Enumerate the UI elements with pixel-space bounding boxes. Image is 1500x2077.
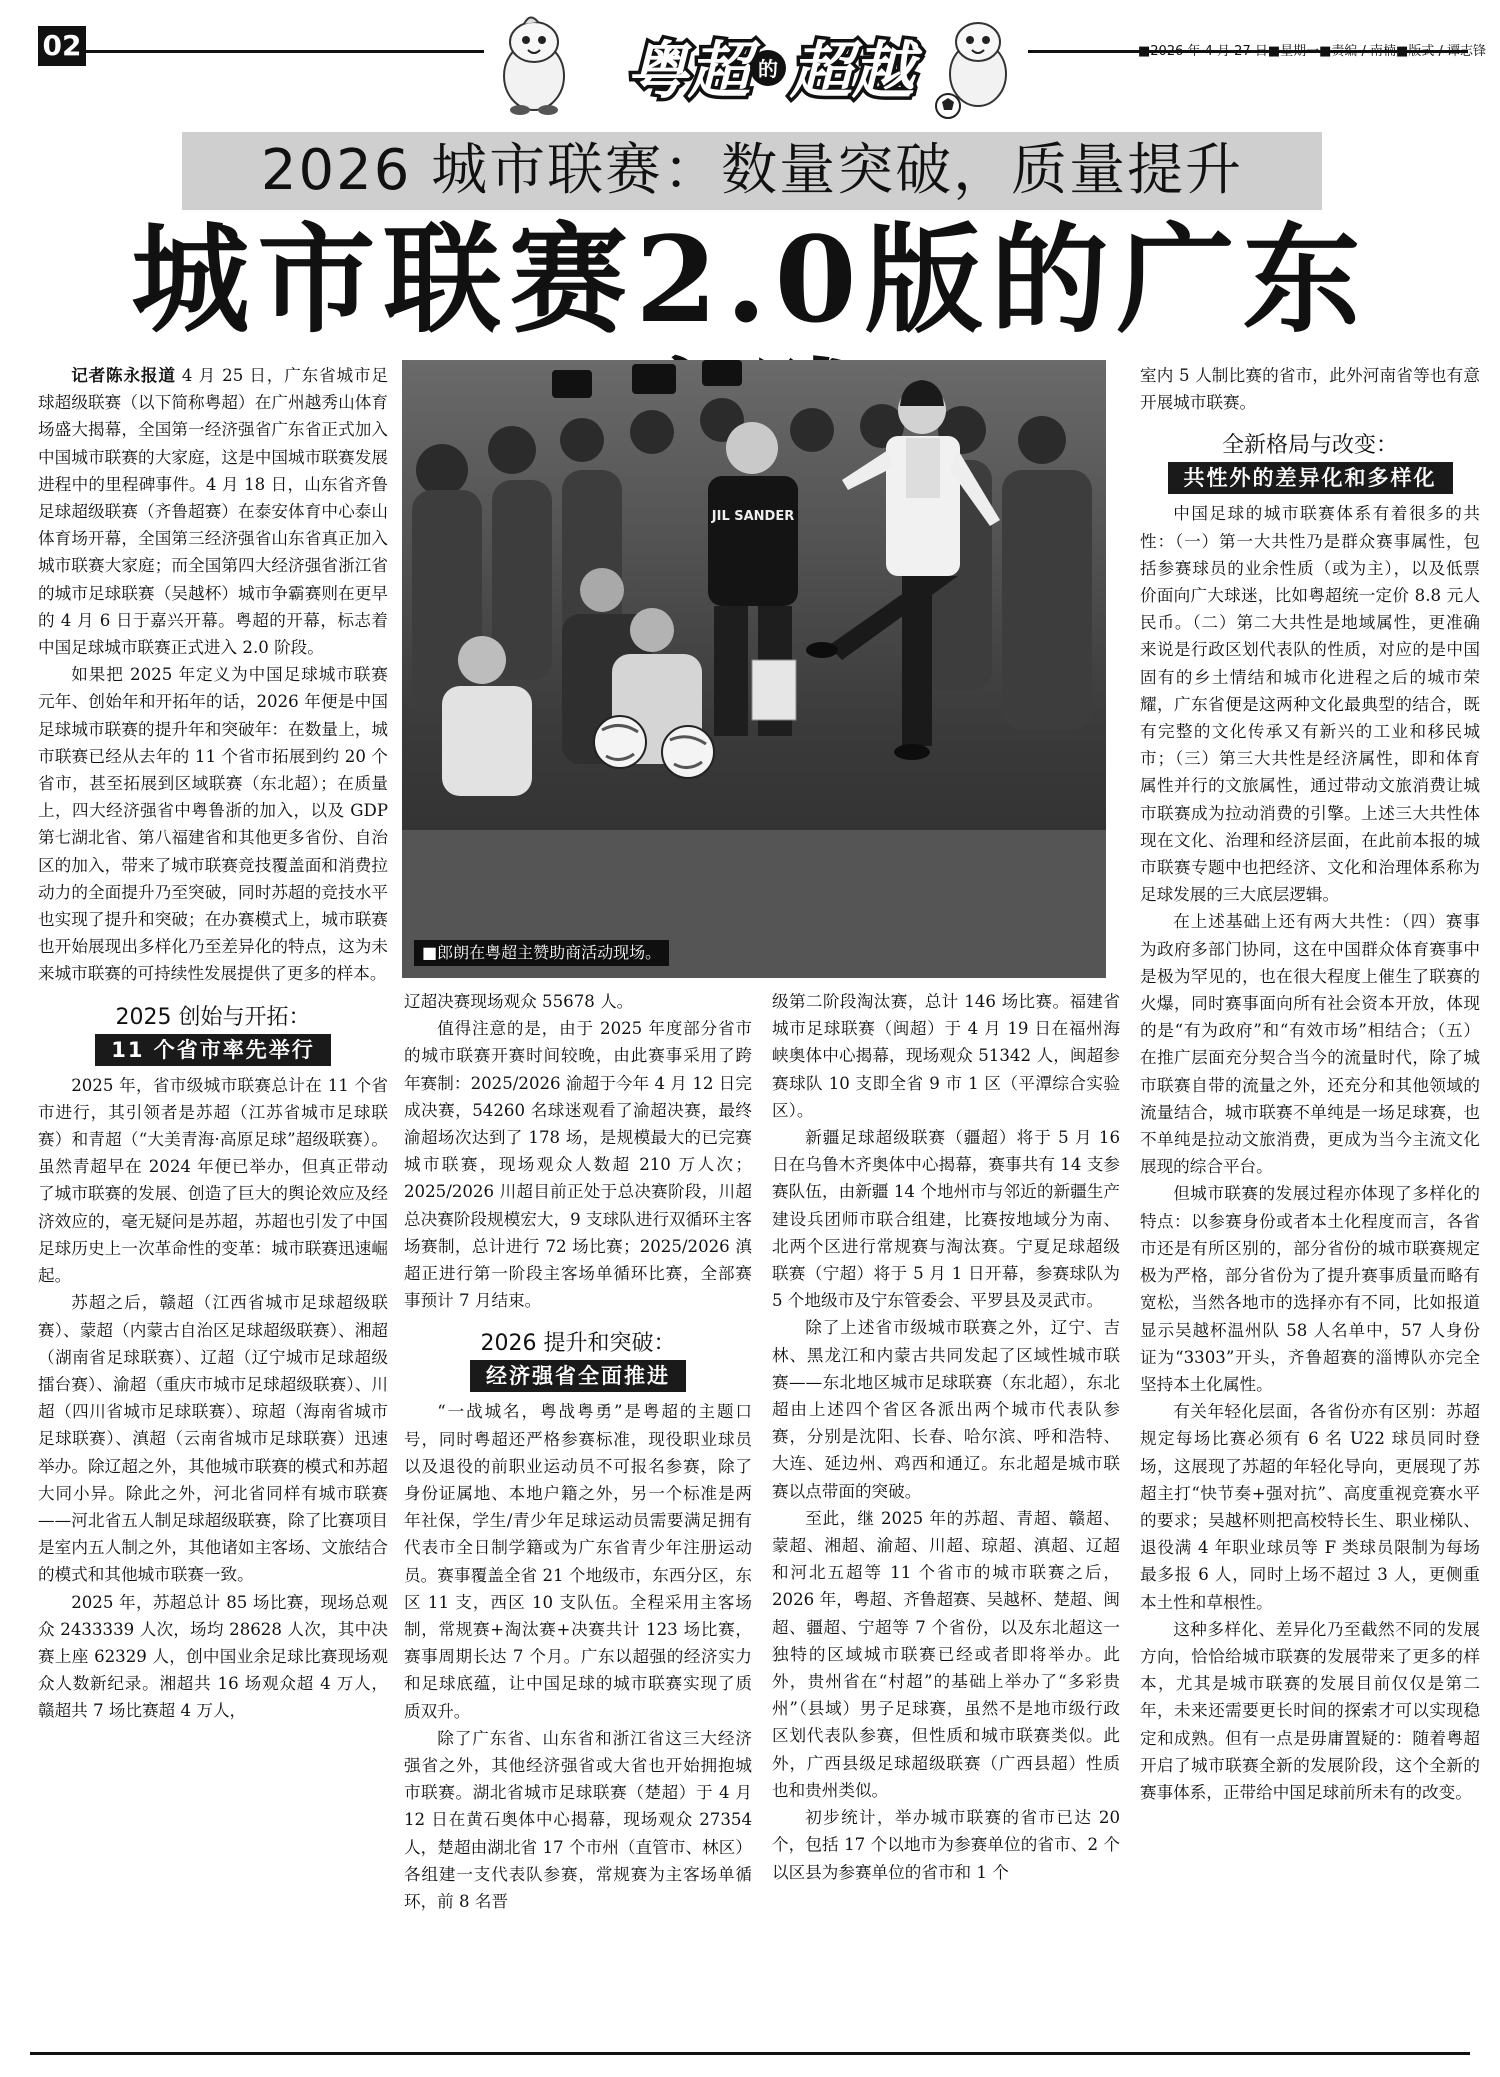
date-line: ■2026 年 4 月 27 日■星期一■责编 / 南楠■版式 / 谭志锋 [1138,44,1486,59]
header-rule-left [86,50,484,53]
section-heading-box: 11 个省市率先举行 [95,1034,331,1066]
photo-caption: ■郎朗在粤超主赞助商活动现场。 [414,940,669,966]
subheadline: 2026 城市联赛：数量突破，质量提升 [182,132,1322,210]
column-banner-logo [488,6,1024,126]
banner-left-text: 粤超 [625,34,751,107]
paragraph: 4 月 25 日，广东省城市足球超级联赛（以下简称粤超）在广州越秀山体育场盛大揭幕，全国第一经济强省广东省正式加入中国城市联赛的大家庭，这是中国城市联赛发展进程中的里程碑事件。4 月 18 日，山东省齐鲁足球超级联赛（齐鲁超赛）在泰安体育中心泰山体育场开幕，全国第三经济强省山东省真正加入城市联赛大家庭；而全国第四大经济强省浙江省的城市足球联赛（吴越杯）城市争霸赛则在更早的 4 月 6 日于嘉兴开幕。粤超的开幕，标志着中国足球城市联赛正式进入 2.0 阶段。 [38,366,389,658]
paragraph: 至此，继 2025 年的苏超、青超、赣超、蒙超、湘超、渝超、川超、琼超、滇超、辽超和河北五超等 11 个省市的城市联赛之后，2026 年，粤超、齐鲁超赛、吴越杯、楚超、闽超、疆超、宁超等 7 个省份，以及东北超这一独特的区域城市联赛已经或者即将举办。此外，贵州省在“村超”的基础上举办了“多彩贵州”（县域）男子足球赛，虽然不是地市级行政区划代表队参赛，但性质和城市联赛类似。此外，广西县级足球超级联赛（广西县超）性质也和贵州类似。 [772,1508,1120,1800]
paragraph: 这种多样化、差异化乃至截然不同的发展方向，恰恰给城市联赛的发展带来了更多的样本，尤其是城市联赛的发展目前仅仅是第二年，未来还需要更长时间的探索才可以实现稳定和成熟。但有一点是毋庸置疑的：随着粤超开启了城市联赛全新的发展阶段，这个全新的赛事体系，正带给中国足球前所未有的改变。 [1140,1619,1480,1802]
article-column-3 [772,988,1120,1886]
mascot-left-icon [504,17,564,115]
section-heading-1 [38,1002,388,1066]
article-column-1 [38,362,388,1725]
paragraph: 2025 年，苏超总计 85 场比赛，现场总观众 2433339 人次，场均 28628 人次，其中决赛上座 62329 人，创中国业余足球比赛现场观众人数新纪录。湘超共 16 场观众超 4 万人，赣超共 7 场比赛超 4 万人， [38,1592,388,1721]
section-heading-top: 2026 提升和突破： [480,1331,676,1357]
section-heading-top: 全新格局与改变： [1221,433,1398,459]
paragraph: 初步统计，举办城市联赛的省市已达 20 个，包括 17 个以地市为参赛单位的省市、2 个以区县为参赛单位的省市和 1 个 [772,1808,1120,1882]
section-heading-2 [404,1328,752,1392]
paragraph: 室内 5 人制比赛的省市，此外河南省等也有意开展城市联赛。 [1140,366,1480,413]
paragraph: 除了上述省市级城市联赛之外，辽宁、吉林、黑龙江和内蒙古共同发起了区域性城市联赛——东北地区城市足球联赛（东北超），东北超由上述四个省区各派出两个城市代表队参赛，分别是沈阳、长春、哈尔滨、呼和浩特、大连、延边州、鸡西和通辽。东北超是城市联赛以点带面的突破。 [772,1318,1120,1501]
mascot-right-icon [936,23,1006,118]
paragraph: 但城市联赛的发展过程亦体现了多样化的特点：以参赛身份或者本土化程度而言，各省市还是有所区别的，部分省份的城市联赛规定极为严格，部分省份为了提升赛事质量而略有宽松，当然各地市的选择亦有不同，比如报道显示吴越杯温州队 58 人名单中，57 人身份证为“3303”开头，齐鲁超赛的淄博队亦完全坚持本土化属性。 [1140,1184,1480,1394]
paragraph: 新疆足球超级联赛（疆超）将于 5 月 16 日在乌鲁木齐奥体中心揭幕，赛事共有 14 支参赛队伍，由新疆 14 个地州市与邻近的新疆生产建设兵团师市联合组建，比赛按地域分为南、北两个区进行常规赛与淘汰赛。宁夏足球超级联赛（宁超）将于 5 月 1 日开幕，参赛球队为 5 个地级市及宁东管委会、平罗县及灵武市。 [772,1128,1120,1311]
paragraph: 在上述基础上还有两大共性：（四）赛事为政府多部门协同，这在中国群众体育赛事中是极为罕见的，也在很大程度上催生了联赛的火爆，同时赛事面向所有社会资本开放，体现的是“有为政府”和“有效市场”相结合；（五）在推广层面充分契合当今的流量时代，除了城市联赛自带的流量之外，还充分和其他领域的流量结合，城市联赛不单纯是一场足球赛，也不单纯是拉动文旅消费，更成为当今主流文化展现的综合平台。 [1140,912,1480,1177]
paragraph: 级第二阶段淘汰赛，总计 146 场比赛。福建省城市足球联赛（闽超）于 4 月 19 日在福州海峡奥体中心揭幕，现场观众 51342 人，闽超参赛球队 10 支即全省 9 市 1 区（平潭综合实验区）。 [772,992,1120,1120]
article-column-2 [404,988,752,1915]
paragraph: 值得注意的是，由于 2025 年度部分省市的城市联赛开赛时间较晚，由此赛事采用了跨年赛制：2025/2026 渝超于今年 4 月 12 日完成决赛，54260 名球迷观看了渝超决赛，最终渝超场次达到了 178 场，是规模最大的已完赛城市联赛，现场观众人数超 210 万人次；2025/2026 川超目前正处于总决赛阶段，川超总决赛阶段规模宏大，9 支球队进行双循环主客场赛制，总计进行 72 场比赛；2025/2026 滇超正进行第一阶段主客场单循环比赛，全部赛事预计 7 月结束。 [404,1019,752,1311]
section-heading-3 [1140,430,1480,494]
paragraph: “一战城名，粤战粤勇”是粤超的主题口号，同时粤超还严格参赛标准，现役职业球员以及退役的前职业运动员不可报名参赛，除了身份证属地、本地户籍之外，另一个标准是两年社保，学生/青少年足球运动员需要满足拥有代表市全日制学籍或为广东省青少年注册运动员。赛事覆盖全省 21 个地级市，东西分区，东区 11 支，西区 10 支队伍。全程采用主客场制，常规赛+淘汰赛+决赛共计 123 场比赛，赛事周期长达 7 个月。广东以超强的经济实力和足球底蕴，让中国足球的城市联赛实现了质质双升。 [404,1402,752,1721]
section-heading-top: 2025 创始与开拓： [115,1004,311,1030]
paragraph: 2025 年，省市级城市联赛总计在 11 个省市进行，其引领者是苏超（江苏省城市足球联赛）和青超（“大美青海·高原足球”超级联赛）。虽然青超早在 2024 年便已举办，但真正带动了城市联赛的发展、创造了巨大的舆论效应及经济效应的，毫无疑问是苏超，苏超也引发了中国足球历史上一次革命性的变革：城市联赛迅速崛起。 [38,1075,388,1286]
paragraph: 苏超之后，赣超（江西省城市足球超级联赛）、蒙超（内蒙古自治区足球超级联赛）、湘超（湖南省足球联赛）、辽超（辽宁城市足球超级擂台赛）、渝超（重庆市城市足球超级联赛）、川超（四川省城市足球联赛）、琼超（海南省城市足球联赛）、滇超（云南省城市足球联赛）迅速举办。除辽超之外，其他城市联赛的模式和苏超大同小异。除此之外，河北省同样有城市联赛——河北省五人制足球超级联赛，除了比赛项目是室内五人制之外，其他诸如主客场、文旅结合的模式和其他城市联赛一致。 [38,1293,388,1585]
banner-right-text: 超越 [789,34,915,107]
news-photo [402,360,1106,978]
page-number: 02 [38,26,86,66]
bottom-rule [30,2052,1470,2055]
paragraph: 有关年轻化层面，各省份亦有区别：苏超规定每场比赛必须有 6 名 U22 球员同时登场，这展现了苏超的年轻化导向，更展现了苏超主打“快节奏+强对抗”、高度重视竞赛水平的要求；吴越杯则把高校特长生、职业梯队、退役满 4 年职业球员等 F 类球员限制为每场最多报 6 人，同时上场不超过 3 人，更侧重本土性和草根性。 [1140,1402,1480,1612]
article-column-4 [1140,362,1480,1806]
football-icon [662,726,714,778]
paragraph: 除了广东省、山东省和浙江省这三大经济强省之外，其他经济强省或大省也开始拥抱城市联赛。湖北省城市足球联赛（楚超）于 4 月 12 日在黄石奥体中心揭幕，现场观众 27354 人，楚超由湖北省 17 个市州（直管市、林区）各组建一支代表队参赛，常规赛为主客场单循环，前 8 名晋 [404,1728,752,1912]
byline: 记者陈永报道 [71,366,176,385]
paragraph: 如果把 2025 年定义为中国足球城市联赛元年、创始年和开拓年的话，2026 年便是中国足球城市联赛的提升年和突破年：在数量上，城市联赛已经从去年的 11 个省市拓展到约 20 个省市，甚至拓展到区域联赛（东北超）；在质量上，四大经济强省中粤鲁浙的加入，以及 GDP 第七湖北省、第八福建省和其他更多省份、自治区的加入，带来了城市联赛竞技覆盖面和消费拉动力的全面提升乃至突破，同时苏超的竞技水平也实现了提升和突破；在办赛模式上，城市联赛也开始展现出多样化乃至差异化的特点，这为未来城市联赛的可持续性发展提供了更多的样本。 [38,665,388,984]
paragraph: 中国足球的城市联赛体系有着很多的共性：（一）第一大共性乃是群众赛事属性，包括参赛球员的业余性质（或为主），以及低票价面向广大球迷，比如粤超统一定价 8.8 元人民币。（二）第二大共性是地域属性，更准确来说是行政区划代表队的性质，对应的是中国固有的乡土情结和城市化进程之后的城市荣耀，广东省便是这两种文化最典型的结合，既有完整的文化传承又有新兴的工业和移民城市；（三）第三大共性是经济属性，即和体育属性并行的文旅属性，通过带动文旅消费让城市联赛成为拉动消费的引擎。上述三大共性体现在文化、治理和经济层面，在此前本报的城市联赛专题中也把经济、文化和治理体系称为足球发展的三大底层逻辑。 [1140,504,1480,905]
section-heading-box: 经济强省全面推进 [470,1360,686,1392]
shirt-text: JIL SANDER [711,509,795,524]
main-headline: 城市联赛2.0版的广东 [131,210,1369,349]
banner-mid-text: 的 [758,57,778,81]
paragraph: 辽超决赛现场观众 55678 人。 [404,992,634,1011]
section-heading-box: 共性外的差异化和多样化 [1168,462,1453,494]
football-icon [594,716,646,768]
